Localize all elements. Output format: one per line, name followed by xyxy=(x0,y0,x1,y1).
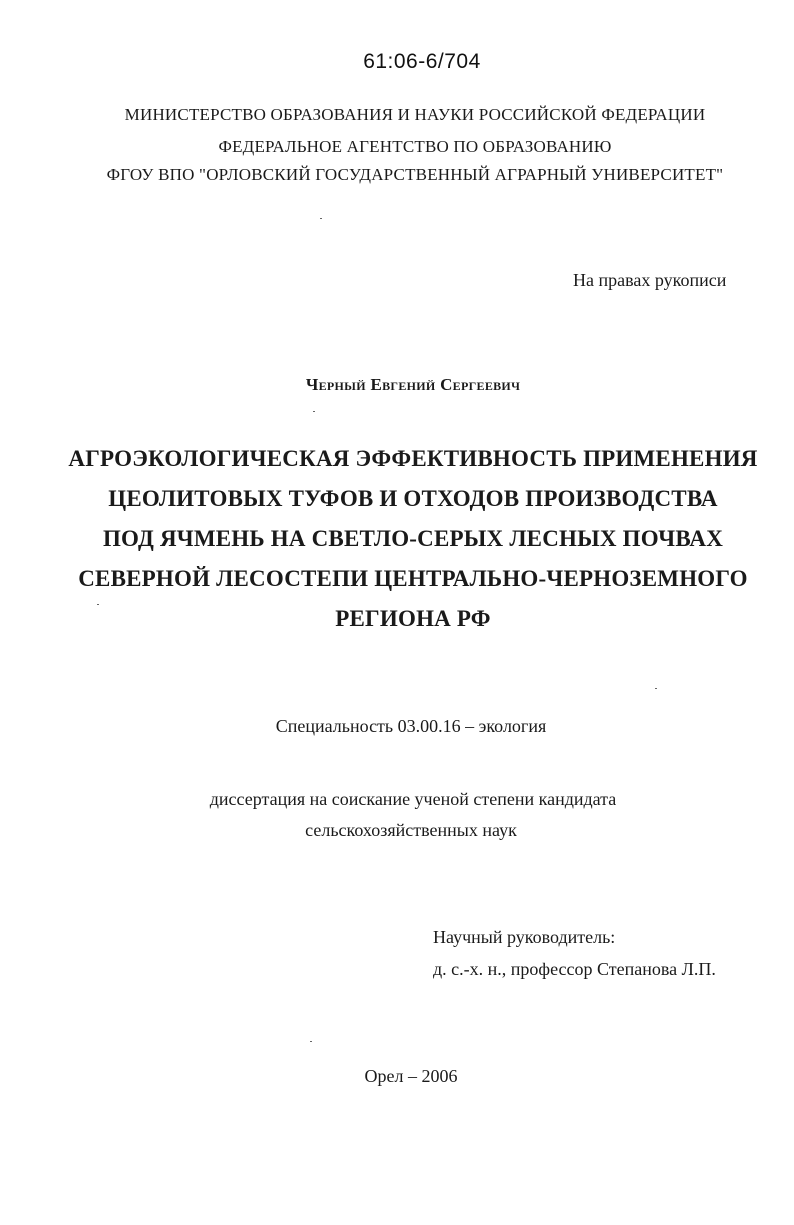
manuscript-rights-note: На правах рукописи xyxy=(573,270,727,290)
scan-speck xyxy=(310,1041,312,1042)
scan-speck xyxy=(655,688,657,689)
scan-speck xyxy=(320,218,322,219)
scan-speck xyxy=(97,604,99,605)
supervisor-name: д. с.-х. н., профессор Степанова Л.П. xyxy=(433,959,716,979)
dissertation-degree-line: сельскохозяйственных наук xyxy=(305,820,517,840)
dissertation-degree-line: диссертация на соискание ученой степени кандидата xyxy=(209,789,617,809)
specialty: Специальность 03.00.16 – экология xyxy=(275,716,547,736)
city-year: Орел – 2006 xyxy=(364,1066,458,1086)
thesis-title-line: СЕВЕРНОЙ ЛЕСОСТЕПИ ЦЕНТРАЛЬНО-ЧЕРНОЗЕМНОГО xyxy=(78,566,748,591)
thesis-title-line: ПОД ЯЧМЕНЬ НА СВЕТЛО-СЕРЫХ ЛЕСНЫХ ПОЧВАХ xyxy=(102,526,724,551)
university-line: ФГОУ ВПО "ОРЛОВСКИЙ ГОСУДАРСТВЕННЫЙ АГРАРНЫЙ УНИВЕРСИТЕТ" xyxy=(106,165,724,184)
scan-speck xyxy=(313,411,315,412)
agency-line: ФЕДЕРАЛЬНОЕ АГЕНТСТВО ПО ОБРАЗОВАНИЮ xyxy=(218,137,612,156)
archive-code: 61:06-6/704 xyxy=(363,50,481,73)
thesis-title-line: ЦЕОЛИТОВЫХ ТУФОВ И ОТХОДОВ ПРОИЗВОДСТВА xyxy=(108,486,718,511)
author-name: Черный Евгений Сергеевич xyxy=(305,375,521,394)
thesis-title-line: РЕГИОНА РФ xyxy=(335,606,491,631)
supervisor-label: Научный руководитель: xyxy=(433,927,616,947)
ministry-line: МИНИСТЕРСТВО ОБРАЗОВАНИЯ И НАУКИ РОССИЙСКОЙ ФЕДЕРАЦИИ xyxy=(124,105,706,124)
thesis-title-line: АГРОЭКОЛОГИЧЕСКАЯ ЭФФЕКТИВНОСТЬ ПРИМЕНЕНИЯ xyxy=(68,446,758,471)
